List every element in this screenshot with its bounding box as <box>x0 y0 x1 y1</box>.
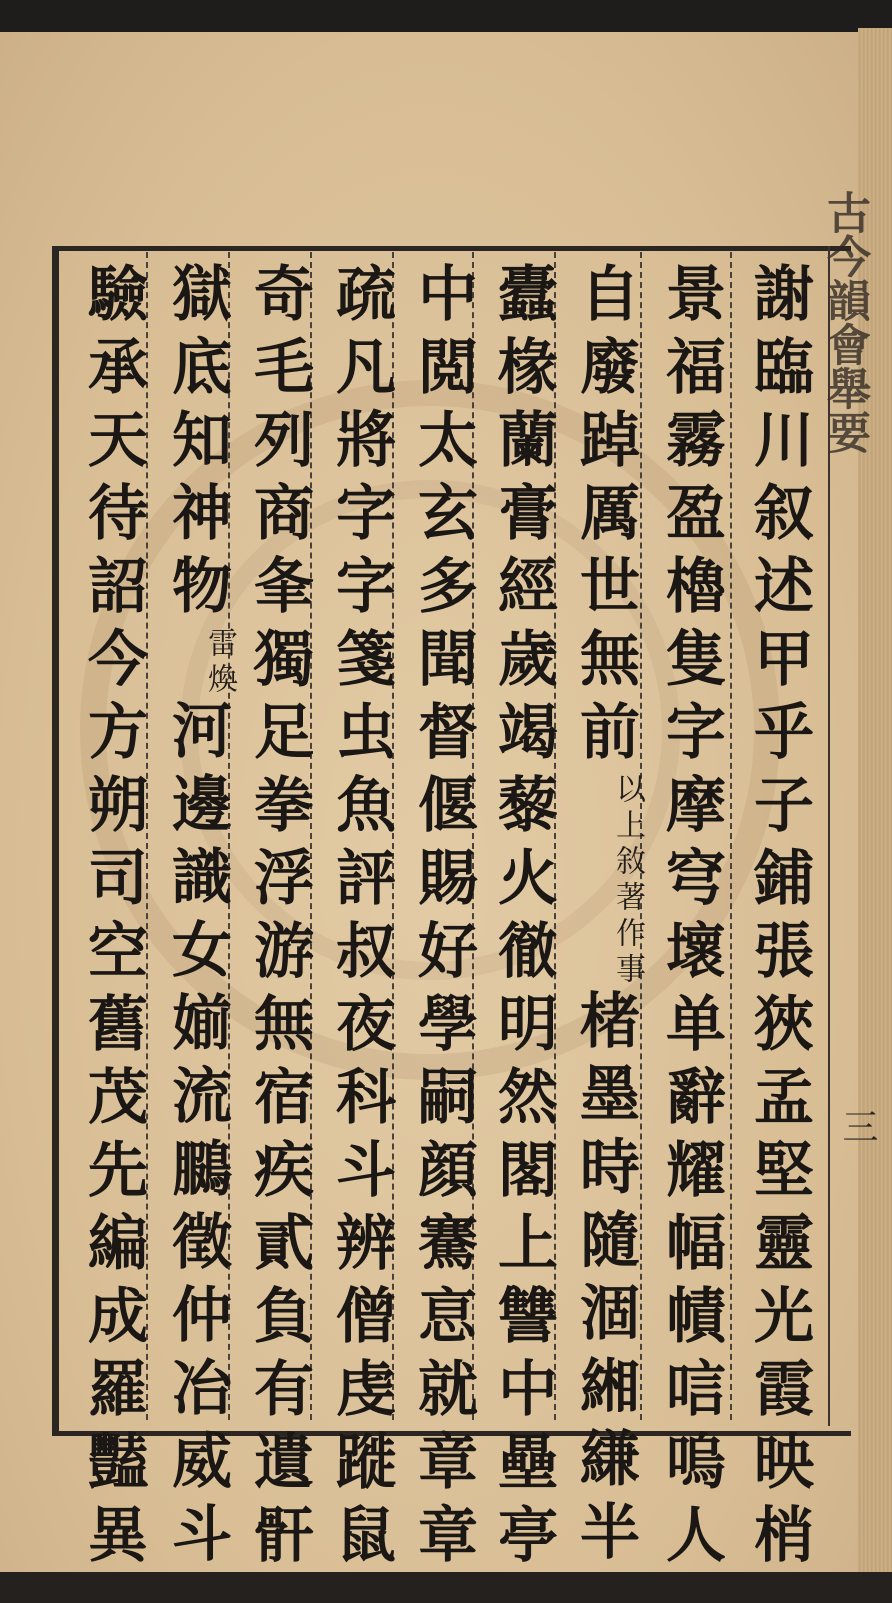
column-8-text-after: 河邊識女媊流鵩徵仲冶威斗 <box>162 699 232 1575</box>
bottom-background <box>0 1572 892 1603</box>
column-8-note-left: 煥 <box>202 663 237 699</box>
text-column-1: 謝臨川叙述甲乎子鋪張狹孟堅靈光霞映梢 <box>744 262 814 1576</box>
text-column-9: 驗承天待詔今方朔司空舊茂先編成羅豔異 <box>78 262 148 1576</box>
text-column-7: 奇毛列商夆獨足拳浮游無宿疾貳負有遺骭 <box>244 262 314 1576</box>
text-column-3 <box>566 262 644 1573</box>
column-8-note-right: 雷 <box>202 627 237 663</box>
text-column-2: 景福霧盈櫓隻字摩穹壞单辭耀幅幘唁嗚人 <box>656 262 726 1576</box>
text-column-8 <box>158 262 236 1575</box>
column-3-text-after: 楮墨時隨涸緗縑半 <box>570 989 640 1573</box>
text-column-5: 中閲太玄多聞督偃賜好學嗣顔騫恴就章章 <box>408 262 478 1576</box>
column-rule <box>730 252 732 1420</box>
frame-right-line <box>828 246 830 1426</box>
text-column-6: 疏凡將字字箋虫魚評叔夜科斗辨僧虔蹝鼠 <box>326 262 396 1576</box>
text-column-4: 蠹椽蘭膏經歲竭藜火徹明然閣上讐中壘亭 <box>488 262 558 1576</box>
column-8-text-before: 獄底知神物 <box>162 262 232 627</box>
column-3-text-before: 自廢踔厲世無前 <box>570 262 640 773</box>
folio-number: 三 <box>837 1108 878 1144</box>
column-3-note-right: 以上敘 <box>610 773 645 881</box>
column-3-note-left: 著作事 <box>610 881 645 989</box>
